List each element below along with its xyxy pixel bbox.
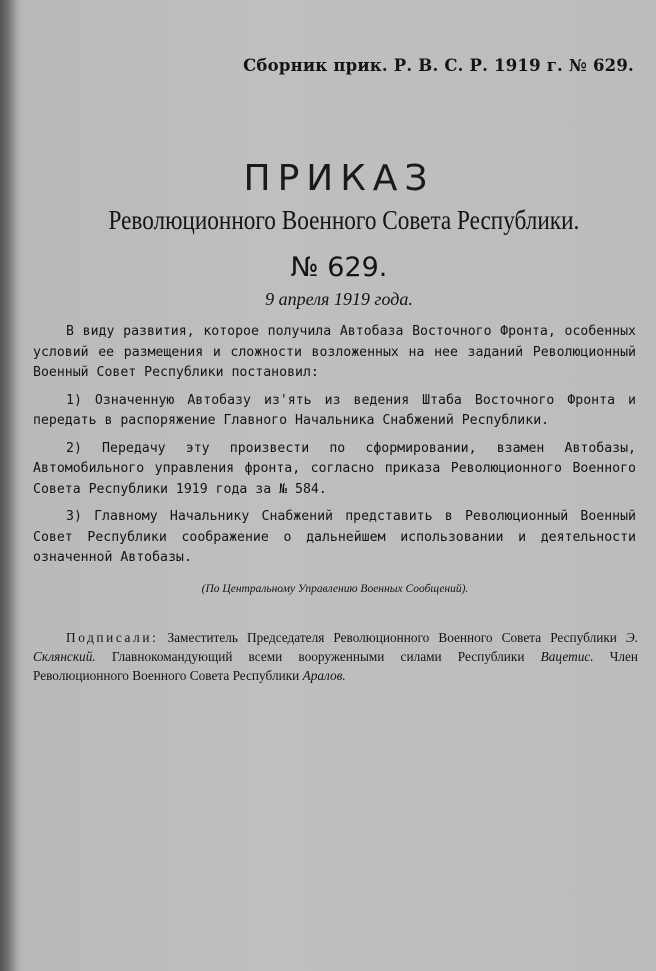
order-date: 9 апреля 1919 года. — [265, 289, 413, 309]
clause-3-paragraph: 3) Главному Начальнику Снабжений представить в Революционный Военный Совет Республики соображение о дальнейшем использовании и деятельности означенной Автобазы. — [33, 509, 636, 565]
signatory-name-3: Аралов. — [302, 668, 346, 683]
clause-1-paragraph: 1) Означенную Автобазу из'ять из ведения Штаба Восточного Фронта и передать в распоряжение Главного Начальника Снабжений Республики. — [33, 392, 636, 428]
order-number: № 629. — [290, 252, 388, 283]
issuing-body: Революционного Военного Совета Республики. — [108, 205, 580, 235]
clause-2-paragraph: 2) Передачу эту произвести по сформировании, взамен Автобазы, Автомобильного управления фронта, согласно приказа Революционного Военного Совета Республики 1919 года за № 584. — [33, 440, 636, 497]
signatory-title-1: Заместитель Председателя Революционного Военного Совета Республики — [167, 630, 617, 645]
signatures-block — [33, 628, 638, 685]
signatory-name-1: Э. Склянский. — [33, 630, 639, 664]
signatory-title-2: Главнокомандующий всеми вооруженными силами Республики — [111, 649, 525, 664]
signatory-name-2: Вацетис. — [540, 649, 594, 664]
order-body — [33, 322, 636, 576]
signatory-title-3: Член Революционного Военного Совета Республики — [33, 649, 639, 683]
signatures-label: Подписали: — [66, 630, 159, 645]
source-note: (По Центральному Управлению Военных Сообщений). — [201, 583, 469, 595]
preamble-paragraph: В виду развития, которое получила Автобаза Восточного Фронта, особенных условий ее размещения и сложности возложенных на нее заданий Революционный Военный Совет Республики постановил: — [33, 324, 636, 380]
collection-reference: Сборник прик. Р. В. С. Р. 1919 г. № 629. — [243, 56, 634, 75]
document-title: ПРИКАЗ — [243, 158, 435, 199]
